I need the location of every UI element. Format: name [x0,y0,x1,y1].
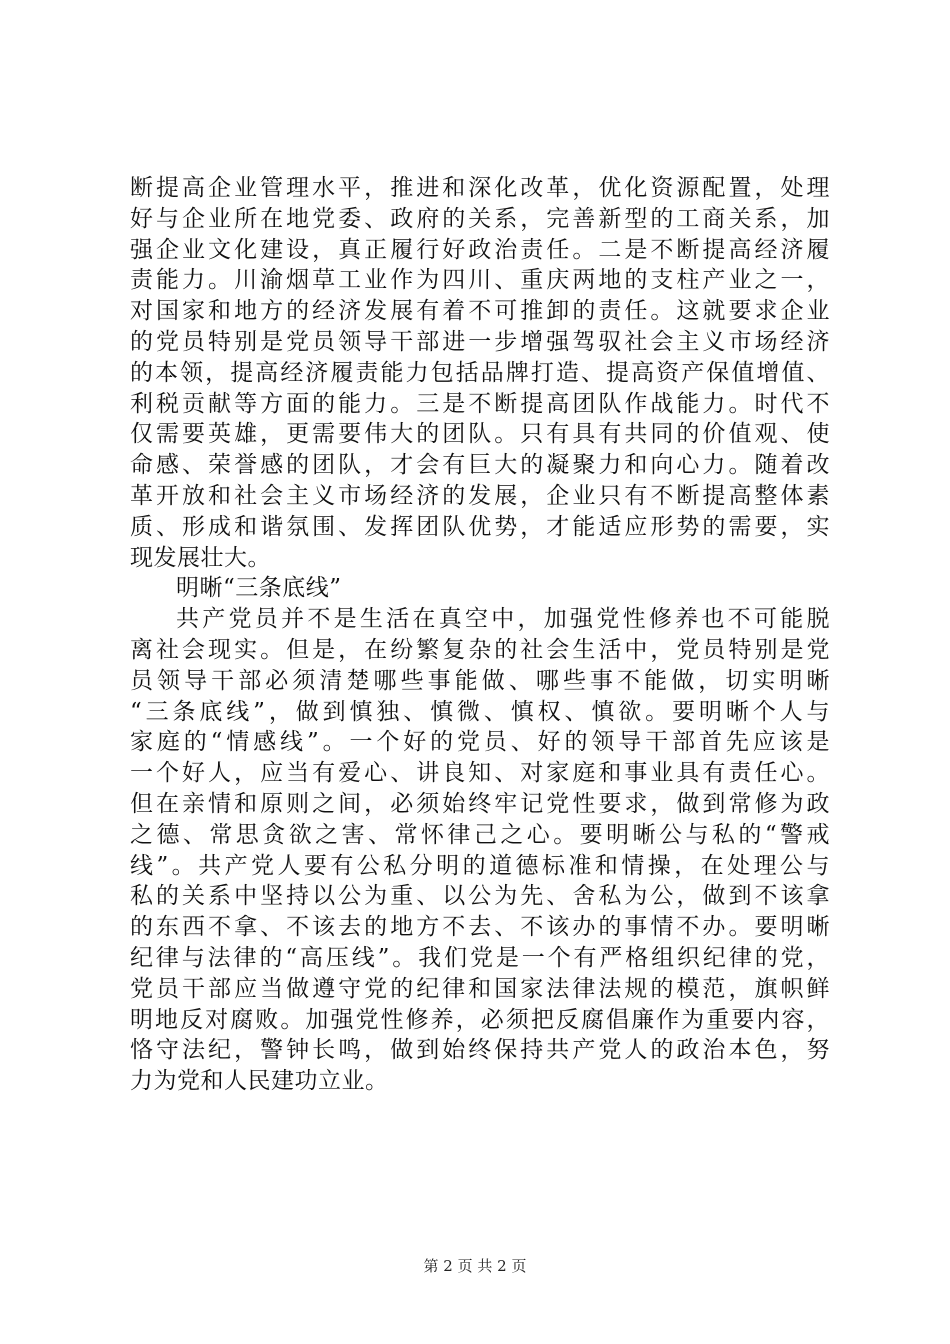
text-line: 一个好人，应当有爱心、讲良知、对家庭和事业具有责任心。 [130,760,830,787]
text-line: 质、形成和谐氛围、发挥团队优势，才能适应形势的需要，实 [130,513,830,540]
text-line: 的本领，提高经济履责能力包括品牌打造、提高资产保值增值、 [130,359,830,386]
text-line: 家庭的“情感线”。一个好的党员、好的领导干部首先应该是 [130,729,830,756]
text-line: 的党员特别是党员领导干部进一步增强驾驭社会主义市场经济 [130,328,830,355]
text-line: 革开放和社会主义市场经济的发展，企业只有不断提高整体素 [130,482,830,509]
text-line: 命感、荣誉感的团队，才会有巨大的凝聚力和向心力。随着改 [130,452,830,479]
text-line: 共产党员并不是生活在真空中，加强党性修养也不可能脱 [176,606,830,633]
text-line: 但在亲情和原则之间，必须始终牢记党性要求，做到常修为政 [130,790,830,817]
text-line: 员领导干部必须清楚哪些事能做、哪些事不能做，切实明晰 [130,667,830,694]
text-line: 纪律与法律的“高压线”。我们党是一个有严格组织纪律的党， [130,944,830,971]
body-text [130,173,830,1097]
text-line: 责能力。川渝烟草工业作为四川、重庆两地的支柱产业之一， [130,267,830,294]
text-line: 离社会现实。但是，在纷繁复杂的社会生活中，党员特别是党 [130,636,830,663]
text-line: 的东西不拿、不该去的地方不去、不该办的事情不办。要明晰 [130,914,830,941]
text-line: 对国家和地方的经济发展有着不可推卸的责任。这就要求企业 [130,298,830,325]
section-heading: 明晰“三条底线” [176,575,342,602]
text-line: 明地反对腐败。加强党性修养，必须把反腐倡廉作为重要内容， [130,1006,830,1033]
text-line: 恪守法纪，警钟长鸣，做到始终保持共产党人的政治本色，努 [130,1037,830,1064]
text-line: 利税贡献等方面的能力。三是不断提高团队作战能力。时代不 [130,390,830,417]
text-line: 现发展壮大。 [130,544,271,571]
text-line: 仅需要英雄，更需要伟大的团队。只有具有共同的价值观、使 [130,421,830,448]
page-footer: 第 2 页 共 2 页 [423,1257,527,1275]
text-line: 好与企业所在地党委、政府的关系，完善新型的工商关系，加 [130,205,830,232]
text-line: 党员干部应当做遵守党的纪律和国家法律法规的模范，旗帜鲜 [130,975,830,1002]
text-line: 断提高企业管理水平，推进和深化改革，优化资源配置，处理 [130,175,830,201]
text-line: 强企业文化建设，真正履行好政治责任。二是不断提高经济履 [130,236,830,263]
text-line: 力为党和人民建功立业。 [130,1068,389,1095]
text-line: “三条底线”，做到慎独、慎微、慎权、慎欲。要明晰个人与 [130,698,830,725]
text-line: 线”。共产党人要有公私分明的道德标准和情操，在处理公与 [130,852,830,879]
text-line: 之德、常思贪欲之害、常怀律己之心。要明晰公与私的“警戒 [130,821,830,848]
text-line: 私的关系中坚持以公为重、以公为先、舍私为公，做到不该拿 [130,883,830,910]
